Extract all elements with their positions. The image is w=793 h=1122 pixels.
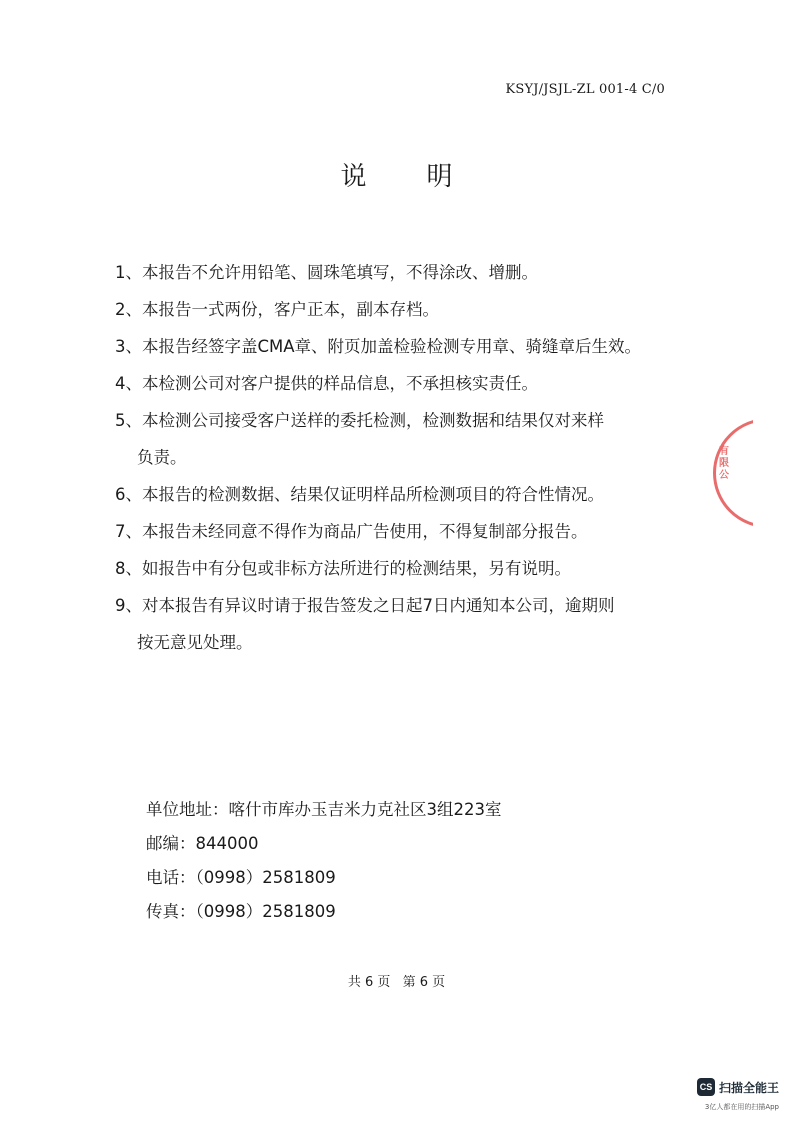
term-text: 3、本报告经签字盖CMA章、附页加盖检验检测专用章、骑缝章后生效。 xyxy=(115,337,642,356)
title-char-2: 明 xyxy=(426,162,453,192)
term-text: 4、本检测公司对客户提供的样品信息，不承担核实责任。 xyxy=(115,374,538,393)
term-item-7 xyxy=(115,513,675,550)
fax-row xyxy=(146,895,502,929)
total-pages: 共 6 页 xyxy=(347,975,391,990)
fax-value: （0998）2581809 xyxy=(195,902,336,921)
phone-label: 电话： xyxy=(146,868,196,887)
term-item-6 xyxy=(115,476,675,513)
term-text: 1、本报告不允许用铅笔、圆珠笔填写，不得涂改、增删。 xyxy=(115,263,538,282)
document-code: KSYJ/JSJL-ZL 001-4 C/0 xyxy=(505,82,665,97)
term-item-9 xyxy=(115,587,675,661)
scanner-app-name: 扫描全能王 xyxy=(718,1080,779,1095)
address-label: 单位地址： xyxy=(146,800,229,819)
contact-block xyxy=(146,793,502,929)
address-row xyxy=(146,793,502,827)
phone-row xyxy=(146,861,502,895)
scanner-logo-icon: CS xyxy=(697,1078,715,1096)
terms-list xyxy=(115,254,675,661)
term-text: 8、如报告中有分包或非标方法所进行的检测结果，另有说明。 xyxy=(115,559,571,578)
term-item-5 xyxy=(115,402,675,476)
postcode-value: 844000 xyxy=(195,834,259,853)
fax-label: 传真： xyxy=(146,902,196,921)
postcode-row xyxy=(146,827,502,861)
term-item-3 xyxy=(115,328,675,365)
term-text: 2、本报告一式两份，客户正本，副本存档。 xyxy=(115,300,439,319)
address-value: 喀什市库办玉吉米力克社区3组223室 xyxy=(228,800,502,819)
scanner-tagline: 3亿人都在用的扫描App xyxy=(704,1103,779,1111)
current-page: 第 6 页 xyxy=(402,975,446,990)
term-text: 5、本检测公司接受客户送样的委托检测，检测数据和结果仅对来样 xyxy=(115,411,604,430)
term-text-continued: 负责。 xyxy=(137,448,187,467)
page-title xyxy=(0,156,793,193)
term-item-4 xyxy=(115,365,675,402)
scanner-watermark xyxy=(697,1078,779,1096)
seal-stamp xyxy=(713,418,753,528)
phone-value: （0998）2581809 xyxy=(195,868,336,887)
page-number xyxy=(0,971,793,990)
term-text-continued: 按无意见处理。 xyxy=(137,633,253,652)
term-text: 6、本报告的检测数据、结果仅证明样品所检测项目的符合性情况。 xyxy=(115,485,604,504)
title-char-1: 说 xyxy=(340,162,367,192)
seal-text: 有限公 xyxy=(719,446,729,481)
term-item-2 xyxy=(115,291,675,328)
term-item-1 xyxy=(115,254,675,291)
postcode-label: 邮编： xyxy=(146,834,196,853)
term-text: 7、本报告未经同意不得作为商品广告使用，不得复制部分报告。 xyxy=(115,522,588,541)
term-text: 9、对本报告有异议时请于报告签发之日起7日内通知本公司，逾期则 xyxy=(115,596,615,615)
term-item-8 xyxy=(115,550,675,587)
